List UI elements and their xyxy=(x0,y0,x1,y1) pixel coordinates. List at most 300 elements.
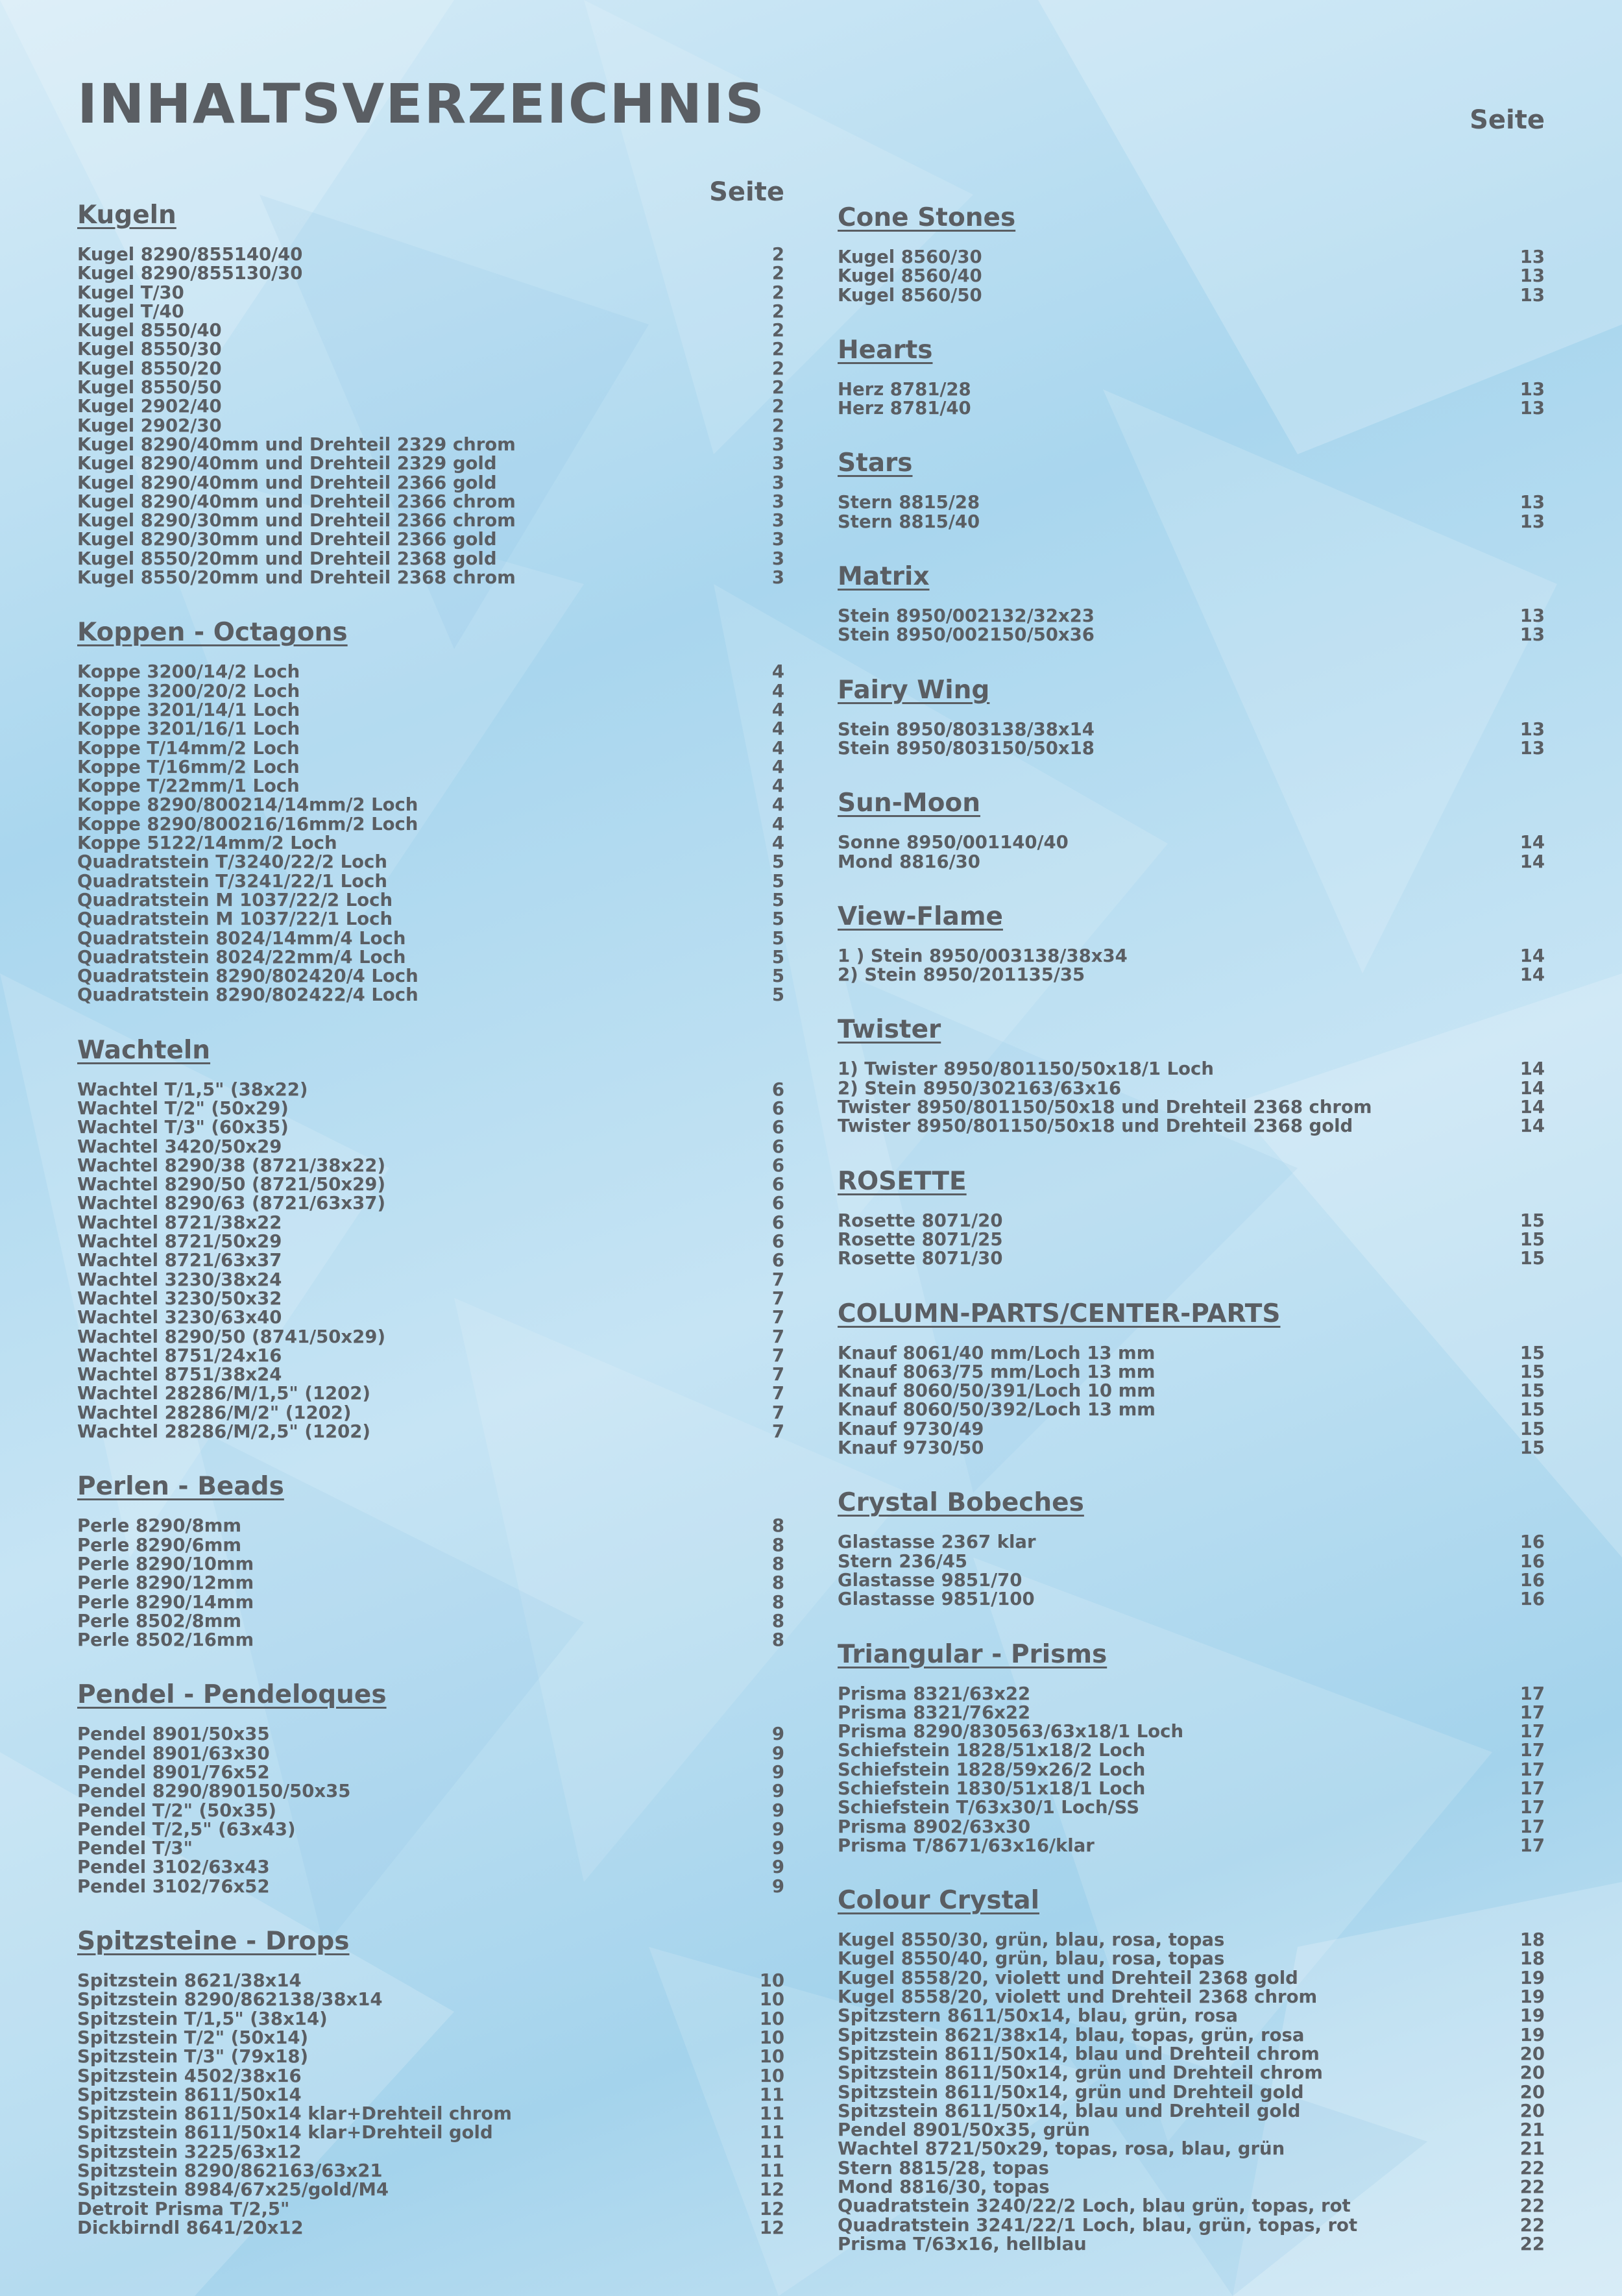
entry-page-number: 20 xyxy=(1519,2062,1545,2084)
entry-page-number: 9 xyxy=(771,1781,784,1802)
entry-label: Prisma 8321/63x22 xyxy=(838,1683,1031,1704)
page-title: INHALTSVERZEICHNIS xyxy=(77,72,766,136)
toc-right-column xyxy=(838,201,1545,2282)
entry-label: Stein 8950/803138/38x14 xyxy=(838,718,1095,740)
toc-section xyxy=(838,787,1545,872)
entry-page-number: 8 xyxy=(771,1534,784,1556)
toc-entry xyxy=(77,777,784,796)
entry-page-number: 16 xyxy=(1519,1532,1545,1553)
entry-label: Koppe 3200/14/2 Loch xyxy=(77,661,300,683)
entry-label: Kugel 8290/40mm und Drehteil 2366 chrom xyxy=(77,491,516,512)
toc-entry xyxy=(838,2159,1545,2178)
entry-page-number: 13 xyxy=(1519,378,1545,400)
toc-section xyxy=(77,1678,784,1896)
entry-label: Knauf 8060/50/392/Loch 13 mm xyxy=(838,1399,1156,1421)
entry-label: Glastasse 9851/100 xyxy=(838,1589,1035,1610)
entry-label: Wachtel 8751/24x16 xyxy=(77,1345,282,1366)
toc-entry xyxy=(77,1308,784,1327)
entry-label: Wachtel 3230/63x40 xyxy=(77,1307,282,1328)
entry-label: Spitzstein 8611/50x14, blau und Drehteil chrom xyxy=(838,2043,1320,2064)
entry-page-number: 2 xyxy=(771,339,784,360)
toc-entry xyxy=(838,1798,1545,1817)
toc-entry xyxy=(77,739,784,758)
toc-entry xyxy=(77,720,784,739)
entry-page-number: 4 xyxy=(771,776,784,797)
entry-page-number: 3 xyxy=(771,529,784,550)
toc-entry xyxy=(838,248,1545,267)
entry-page-number: 9 xyxy=(771,1800,784,1821)
entry-label: Perle 8290/8mm xyxy=(77,1515,242,1537)
entry-page-number: 4 xyxy=(771,680,784,702)
entry-label: Knauf 8061/40 mm/Loch 13 mm xyxy=(838,1342,1156,1363)
section-title: Twister xyxy=(838,1015,941,1045)
entry-page-number: 22 xyxy=(1519,2214,1545,2236)
entry-page-number: 6 xyxy=(771,1193,784,1214)
entry-label: Pendel 8901/63x30 xyxy=(77,1742,270,1764)
entry-page-number: 8 xyxy=(771,1610,784,1631)
toc-entry xyxy=(838,2197,1545,2216)
entry-page-number: 7 xyxy=(771,1307,784,1328)
entry-label: Kugel 8290/855130/30 xyxy=(77,263,303,284)
toc-entry xyxy=(77,1536,784,1555)
entry-page-number: 10 xyxy=(759,2008,784,2029)
toc-entry xyxy=(838,607,1545,626)
entry-page-number: 3 xyxy=(771,434,784,455)
entry-page-number: 21 xyxy=(1519,2119,1545,2141)
entry-label: Prisma T/63x16, hellblau xyxy=(838,2233,1087,2254)
toc-entry xyxy=(77,417,784,435)
toc-entry xyxy=(77,1251,784,1270)
toc-entry xyxy=(77,1365,784,1384)
entry-page-number: 13 xyxy=(1519,492,1545,513)
entry-label: Spitzstein 8611/50x14 xyxy=(77,2084,302,2105)
entry-label: Stern 8815/40 xyxy=(838,511,980,532)
entry-label: Kugel 8290/30mm und Drehteil 2366 chrom xyxy=(77,510,516,531)
toc-entry xyxy=(838,1363,1545,1382)
toc-entry xyxy=(838,1818,1545,1837)
toc-section xyxy=(838,560,1545,645)
toc-entry xyxy=(838,2007,1545,2025)
toc-entry xyxy=(838,1779,1545,1798)
entry-page-number: 15 xyxy=(1519,1342,1545,1363)
toc-entry xyxy=(77,1782,784,1801)
entry-label: Pendel 8901/76x52 xyxy=(77,1762,270,1783)
toc-entry xyxy=(838,2235,1545,2254)
entry-label: Quadratstein 8290/802422/4 Loch xyxy=(77,984,418,1006)
entry-label: Knauf 9730/50 xyxy=(838,1437,984,1459)
entry-label: Spitzstein 8290/862163/63x21 xyxy=(77,2160,383,2182)
toc-entry xyxy=(838,720,1545,739)
section-title: Pendel - Pendeloques xyxy=(77,1680,387,1710)
entry-page-number: 19 xyxy=(1519,1986,1545,2008)
entry-page-number: 9 xyxy=(771,1857,784,1878)
entry-page-number: 14 xyxy=(1519,1116,1545,1137)
entry-label: Kugel 8550/20mm und Drehteil 2368 gold xyxy=(77,548,497,569)
toc-entry xyxy=(838,853,1545,872)
entry-label: Wachtel 8721/38x22 xyxy=(77,1212,282,1233)
toc-entry xyxy=(77,1423,784,1441)
entry-page-number: 5 xyxy=(771,984,784,1006)
entry-page-number: 11 xyxy=(759,2103,784,2125)
entry-label: Prisma 8321/76x22 xyxy=(838,1702,1031,1723)
entry-label: Stein 8950/002132/32x23 xyxy=(838,605,1095,627)
toc-entry xyxy=(77,1289,784,1308)
toc-section xyxy=(77,1034,784,1442)
toc-entry xyxy=(838,2121,1545,2140)
entry-label: Perle 8290/12mm xyxy=(77,1572,254,1594)
toc-section xyxy=(838,201,1545,305)
entry-label: Dickbirndl 8641/20x12 xyxy=(77,2217,304,2238)
entry-label: Kugel 8290/40mm und Drehteil 2329 chrom xyxy=(77,434,516,455)
toc-entry xyxy=(77,663,784,681)
entry-page-number: 9 xyxy=(771,1875,784,1897)
entry-label: Kugel 8290/30mm und Drehteil 2366 gold xyxy=(77,529,497,550)
entry-page-number: 6 xyxy=(771,1097,784,1119)
entry-page-number: 15 xyxy=(1519,1361,1545,1382)
entry-label: Kugel T/30 xyxy=(77,282,184,303)
toc-entry xyxy=(838,1230,1545,1249)
entry-label: Kugel 8550/20 xyxy=(77,358,222,379)
entry-label: Wachtel 8751/38x24 xyxy=(77,1364,282,1386)
entry-page-number: 18 xyxy=(1519,1929,1545,1951)
entry-page-number: 3 xyxy=(771,472,784,493)
toc-entry xyxy=(838,1722,1545,1741)
toc-entry xyxy=(77,454,784,473)
entry-page-number: 6 xyxy=(771,1154,784,1176)
toc-entry xyxy=(838,1098,1545,1117)
entry-label: Quadratstein T/3240/22/2 Loch xyxy=(77,851,387,873)
entry-page-number: 15 xyxy=(1519,1228,1545,1250)
entry-label: Detroit Prisma T/2,5" xyxy=(77,2198,290,2219)
entry-page-number: 2 xyxy=(771,415,784,436)
toc-entry xyxy=(77,340,784,359)
toc-entry xyxy=(77,929,784,948)
entry-page-number: 4 xyxy=(771,794,784,816)
entry-page-number: 10 xyxy=(759,1970,784,1992)
entry-page-number: 16 xyxy=(1519,1589,1545,1610)
entry-page-number: 14 xyxy=(1519,851,1545,872)
toc-entry xyxy=(77,2067,784,2086)
entry-page-number: 11 xyxy=(759,2141,784,2162)
entry-label: Prisma T/8671/63x16/klar xyxy=(838,1835,1095,1856)
entry-label: Perle 8290/6mm xyxy=(77,1534,242,1556)
entry-label: Quadratstein 8024/14mm/4 Loch xyxy=(77,927,406,949)
entry-label: Rosette 8071/25 xyxy=(838,1228,1003,1250)
entry-page-number: 9 xyxy=(771,1818,784,1840)
section-title: Spitzsteine - Drops xyxy=(77,1927,350,1957)
entry-label: Sonne 8950/001140/40 xyxy=(838,832,1069,853)
toc-entry xyxy=(838,1704,1545,1722)
entry-label: Wachtel 28286/M/2,5" (1202) xyxy=(77,1421,371,1443)
toc-entry xyxy=(77,321,784,340)
toc-entry xyxy=(77,1175,784,1194)
toc-section xyxy=(838,1884,1545,2254)
entry-label: Spitzstein 8611/50x14, grün und Drehteil chrom xyxy=(838,2062,1323,2084)
entry-label: Spitzstein 8621/38x14 xyxy=(77,1970,302,1992)
toc-section xyxy=(77,199,784,587)
entry-label: Koppe 8290/800214/14mm/2 Loch xyxy=(77,794,418,816)
toc-entry xyxy=(77,796,784,814)
entry-page-number: 6 xyxy=(771,1231,784,1252)
entry-page-number: 8 xyxy=(771,1630,784,1651)
entry-page-number: 11 xyxy=(759,2084,784,2105)
entry-label: Wachtel 8290/38 (8721/38x22) xyxy=(77,1154,386,1176)
entry-page-number: 10 xyxy=(759,2065,784,2086)
toc-section xyxy=(838,674,1545,759)
toc-entry xyxy=(77,1194,784,1213)
entry-page-number: 4 xyxy=(771,737,784,759)
toc-entry xyxy=(77,264,784,283)
entry-label: Spitzstein 3225/63x12 xyxy=(77,2141,302,2162)
entry-label: Knauf 8060/50/391/Loch 10 mm xyxy=(838,1380,1156,1402)
entry-page-number: 11 xyxy=(759,2160,784,2182)
entry-page-number: 13 xyxy=(1519,398,1545,419)
toc-entry xyxy=(77,872,784,891)
entry-label: Kugel 8558/20, violett und Drehteil 2368 gold xyxy=(838,1967,1298,1988)
entry-label: Kugel 8558/20, violett und Drehteil 2368 chrom xyxy=(838,1986,1318,2008)
entry-label: Quadratstein M 1037/22/2 Loch xyxy=(77,889,393,910)
entry-label: Rosette 8071/20 xyxy=(838,1210,1003,1231)
page-column-header-left: Seite xyxy=(709,177,784,207)
entry-page-number: 20 xyxy=(1519,2100,1545,2121)
entry-page-number: 17 xyxy=(1519,1759,1545,1780)
entry-page-number: 13 xyxy=(1519,718,1545,740)
entry-page-number: 7 xyxy=(771,1402,784,1423)
toc-entry xyxy=(77,891,784,910)
entry-label: Glastasse 2367 klar xyxy=(838,1532,1036,1553)
toc-entry xyxy=(838,1420,1545,1439)
entry-page-number: 13 xyxy=(1519,284,1545,306)
entry-label: Mond 8816/30 xyxy=(838,851,980,872)
entry-label: Knauf 9730/49 xyxy=(838,1418,984,1439)
entry-label: Quadratstein 3240/22/2 Loch, blau grün, topas, rot xyxy=(838,2195,1351,2217)
toc-entry xyxy=(77,2200,784,2219)
toc-entry xyxy=(838,380,1545,399)
toc-entry xyxy=(77,1858,784,1877)
toc-entry xyxy=(77,2180,784,2199)
entry-label: Stern 8815/28, topas xyxy=(838,2157,1049,2179)
entry-page-number: 6 xyxy=(771,1212,784,1233)
entry-label: Koppe 3201/16/1 Loch xyxy=(77,718,300,740)
entry-label: 1) Twister 8950/801150/50x18/1 Loch xyxy=(838,1058,1214,1080)
entry-label: Pendel 8290/890150/50x35 xyxy=(77,1781,351,1802)
section-title: Hearts xyxy=(838,335,933,365)
toc-entry xyxy=(838,286,1545,305)
toc-entry xyxy=(77,682,784,701)
entry-label: Perle 8290/10mm xyxy=(77,1553,254,1574)
toc-entry xyxy=(77,1972,784,1990)
entry-label: Schiefstein 1828/51x18/2 Loch xyxy=(838,1740,1146,1761)
toc-entry xyxy=(838,1931,1545,1949)
toc-entry xyxy=(77,1347,784,1365)
entry-page-number: 15 xyxy=(1519,1399,1545,1421)
page-column-header: Seite xyxy=(1470,105,1545,135)
entry-label: Quadratstein 8024/22mm/4 Loch xyxy=(77,946,406,968)
entry-label: Kugel 2902/40 xyxy=(77,396,222,417)
entry-label: Stein 8950/803150/50x18 xyxy=(838,737,1095,759)
entry-page-number: 5 xyxy=(771,927,784,949)
entry-page-number: 22 xyxy=(1519,2177,1545,2198)
entry-label: Wachtel 3230/38x24 xyxy=(77,1269,282,1290)
section-title: Koppen - Octagons xyxy=(77,618,348,648)
entry-page-number: 3 xyxy=(771,491,784,512)
toc-entry xyxy=(77,1574,784,1593)
toc-section xyxy=(77,616,784,1005)
toc-entry xyxy=(77,1081,784,1099)
entry-page-number: 7 xyxy=(771,1345,784,1366)
toc-entry xyxy=(838,2083,1545,2102)
toc-section xyxy=(838,900,1545,985)
toc-section xyxy=(838,1638,1545,1856)
entry-label: Wachtel T/2" (50x29) xyxy=(77,1097,289,1119)
entry-label: Wachtel 3420/50x29 xyxy=(77,1136,282,1157)
entry-page-number: 15 xyxy=(1519,1418,1545,1439)
entry-label: Wachtel 8290/50 (8721/50x29) xyxy=(77,1174,386,1195)
entry-page-number: 6 xyxy=(771,1250,784,1271)
entry-page-number: 13 xyxy=(1519,737,1545,759)
entry-page-number: 17 xyxy=(1519,1777,1545,1799)
section-title: Cone Stones xyxy=(838,203,1016,232)
toc-entry xyxy=(77,815,784,834)
entry-page-number: 10 xyxy=(759,2046,784,2068)
entry-label: Perle 8502/16mm xyxy=(77,1630,254,1651)
entry-page-number: 6 xyxy=(771,1117,784,1138)
toc-entry xyxy=(838,2045,1545,2064)
toc-entry xyxy=(77,1631,784,1650)
entry-page-number: 15 xyxy=(1519,1437,1545,1459)
toc-entry xyxy=(838,1552,1545,1571)
toc-entry xyxy=(77,1839,784,1858)
entry-page-number: 3 xyxy=(771,548,784,569)
entry-page-number: 17 xyxy=(1519,1702,1545,1723)
toc-entry xyxy=(838,2064,1545,2082)
toc-entry xyxy=(838,1079,1545,1098)
entry-page-number: 14 xyxy=(1519,1077,1545,1099)
toc-entry xyxy=(77,1555,784,1574)
toc-entry xyxy=(838,399,1545,418)
entry-page-number: 2 xyxy=(771,396,784,417)
toc-entry xyxy=(77,853,784,872)
entry-page-number: 17 xyxy=(1519,1816,1545,1837)
entry-page-number: 2 xyxy=(771,320,784,341)
toc-entry xyxy=(838,947,1545,966)
entry-label: Prisma 8290/830563/63x18/1 Loch xyxy=(838,1721,1184,1742)
entry-page-number: 16 xyxy=(1519,1550,1545,1572)
entry-page-number: 7 xyxy=(771,1421,784,1443)
entry-label: Stern 236/45 xyxy=(838,1550,968,1572)
entry-page-number: 15 xyxy=(1519,1210,1545,1231)
entry-page-number: 14 xyxy=(1519,1058,1545,1080)
entry-label: Quadratstein 8290/802420/4 Loch xyxy=(77,966,418,987)
entry-label: Spitzstein 8290/862138/38x14 xyxy=(77,1989,383,2010)
entry-page-number: 15 xyxy=(1519,1380,1545,1402)
entry-page-number: 8 xyxy=(771,1553,784,1574)
toc-section xyxy=(838,334,1545,419)
toc-section xyxy=(838,1486,1545,1609)
toc-entry xyxy=(77,568,784,587)
entry-label: Perle 8502/8mm xyxy=(77,1610,242,1631)
entry-label: Schiefstein 1830/51x18/1 Loch xyxy=(838,1777,1146,1799)
entry-label: Wachtel 8721/50x29 xyxy=(77,1231,282,1252)
entry-page-number: 4 xyxy=(771,718,784,740)
entry-label: Wachtel 8721/63x37 xyxy=(77,1250,282,1271)
entry-page-number: 17 xyxy=(1519,1797,1545,1818)
entry-page-number: 9 xyxy=(771,1724,784,1745)
entry-label: Wachtel 8290/50 (8741/50x29) xyxy=(77,1326,386,1347)
toc-entry xyxy=(838,2140,1545,2158)
toc-entry xyxy=(838,1382,1545,1400)
entry-page-number: 2 xyxy=(771,358,784,379)
entry-label: Koppe 8290/800216/16mm/2 Loch xyxy=(77,813,418,835)
entry-page-number: 9 xyxy=(771,1838,784,1859)
entry-label: Quadratstein M 1037/22/1 Loch xyxy=(77,909,393,930)
entry-label: Koppe 5122/14mm/2 Loch xyxy=(77,833,337,854)
entry-label: Quadratstein 3241/22/1 Loch, blau, grün, topas, rot xyxy=(838,2214,1358,2236)
toc-entry xyxy=(838,2026,1545,2045)
entry-page-number: 8 xyxy=(771,1591,784,1613)
entry-page-number: 9 xyxy=(771,1762,784,1783)
entry-label: Stein 8950/002150/50x36 xyxy=(838,624,1095,646)
toc-entry xyxy=(838,1571,1545,1590)
entry-label: Koppe T/22mm/1 Loch xyxy=(77,776,300,797)
entry-label: Herz 8781/28 xyxy=(838,378,971,400)
toc-section xyxy=(77,1925,784,2238)
entry-page-number: 7 xyxy=(771,1326,784,1347)
section-title: View-Flame xyxy=(838,901,1003,931)
entry-label: Kugel 8560/30 xyxy=(838,247,982,267)
entry-page-number: 5 xyxy=(771,946,784,968)
toc-entry xyxy=(77,1744,784,1763)
entry-page-number: 13 xyxy=(1519,605,1545,627)
toc-entry xyxy=(77,1725,784,1744)
entry-page-number: 16 xyxy=(1519,1569,1545,1591)
entry-label: Knauf 8063/75 mm/Loch 13 mm xyxy=(838,1361,1156,1382)
entry-label: Wachtel 8721/50x29, topas, rosa, blau, grün xyxy=(838,2138,1285,2160)
entry-label: Spitzstein 8621/38x14, blau, topas, grün, rosa xyxy=(838,2024,1305,2046)
toc-entry xyxy=(77,2086,784,2105)
toc-entry xyxy=(77,1612,784,1631)
entry-label: Pendel 3102/63x43 xyxy=(77,1857,270,1878)
entry-page-number: 6 xyxy=(771,1136,784,1157)
toc-entry xyxy=(77,834,784,853)
entry-page-number: 14 xyxy=(1519,832,1545,853)
entry-label: Pendel 8901/50x35 xyxy=(77,1724,270,1745)
toc-section xyxy=(838,446,1545,531)
entry-label: Kugel 8550/20mm und Drehteil 2368 chrom xyxy=(77,567,516,589)
toc-section xyxy=(838,1297,1545,1458)
entry-page-number: 18 xyxy=(1519,1948,1545,1970)
entry-label: Wachtel 8290/63 (8721/63x37) xyxy=(77,1193,386,1214)
entry-page-number: 12 xyxy=(759,2198,784,2219)
entry-page-number: 14 xyxy=(1519,945,1545,966)
toc-entry xyxy=(838,2102,1545,2121)
entry-label: Pendel T/2,5" (63x43) xyxy=(77,1818,296,1840)
section-title: Matrix xyxy=(838,562,930,592)
entry-page-number: 4 xyxy=(771,813,784,835)
entry-label: Rosette 8071/30 xyxy=(838,1248,1003,1269)
toc-entry xyxy=(77,1118,784,1137)
entry-label: Kugel 8290/855140/40 xyxy=(77,244,303,265)
toc-entry xyxy=(838,833,1545,852)
entry-page-number: 13 xyxy=(1519,247,1545,267)
entry-label: Pendel T/3" xyxy=(77,1838,193,1859)
entry-label: Spitzstein T/1,5" (38x14) xyxy=(77,2008,328,2029)
entry-page-number: 3 xyxy=(771,567,784,589)
toc-entry xyxy=(77,2105,784,2123)
section-title: Kugeln xyxy=(77,201,176,230)
toc-entry xyxy=(77,1593,784,1612)
entry-page-number: 7 xyxy=(771,1364,784,1386)
